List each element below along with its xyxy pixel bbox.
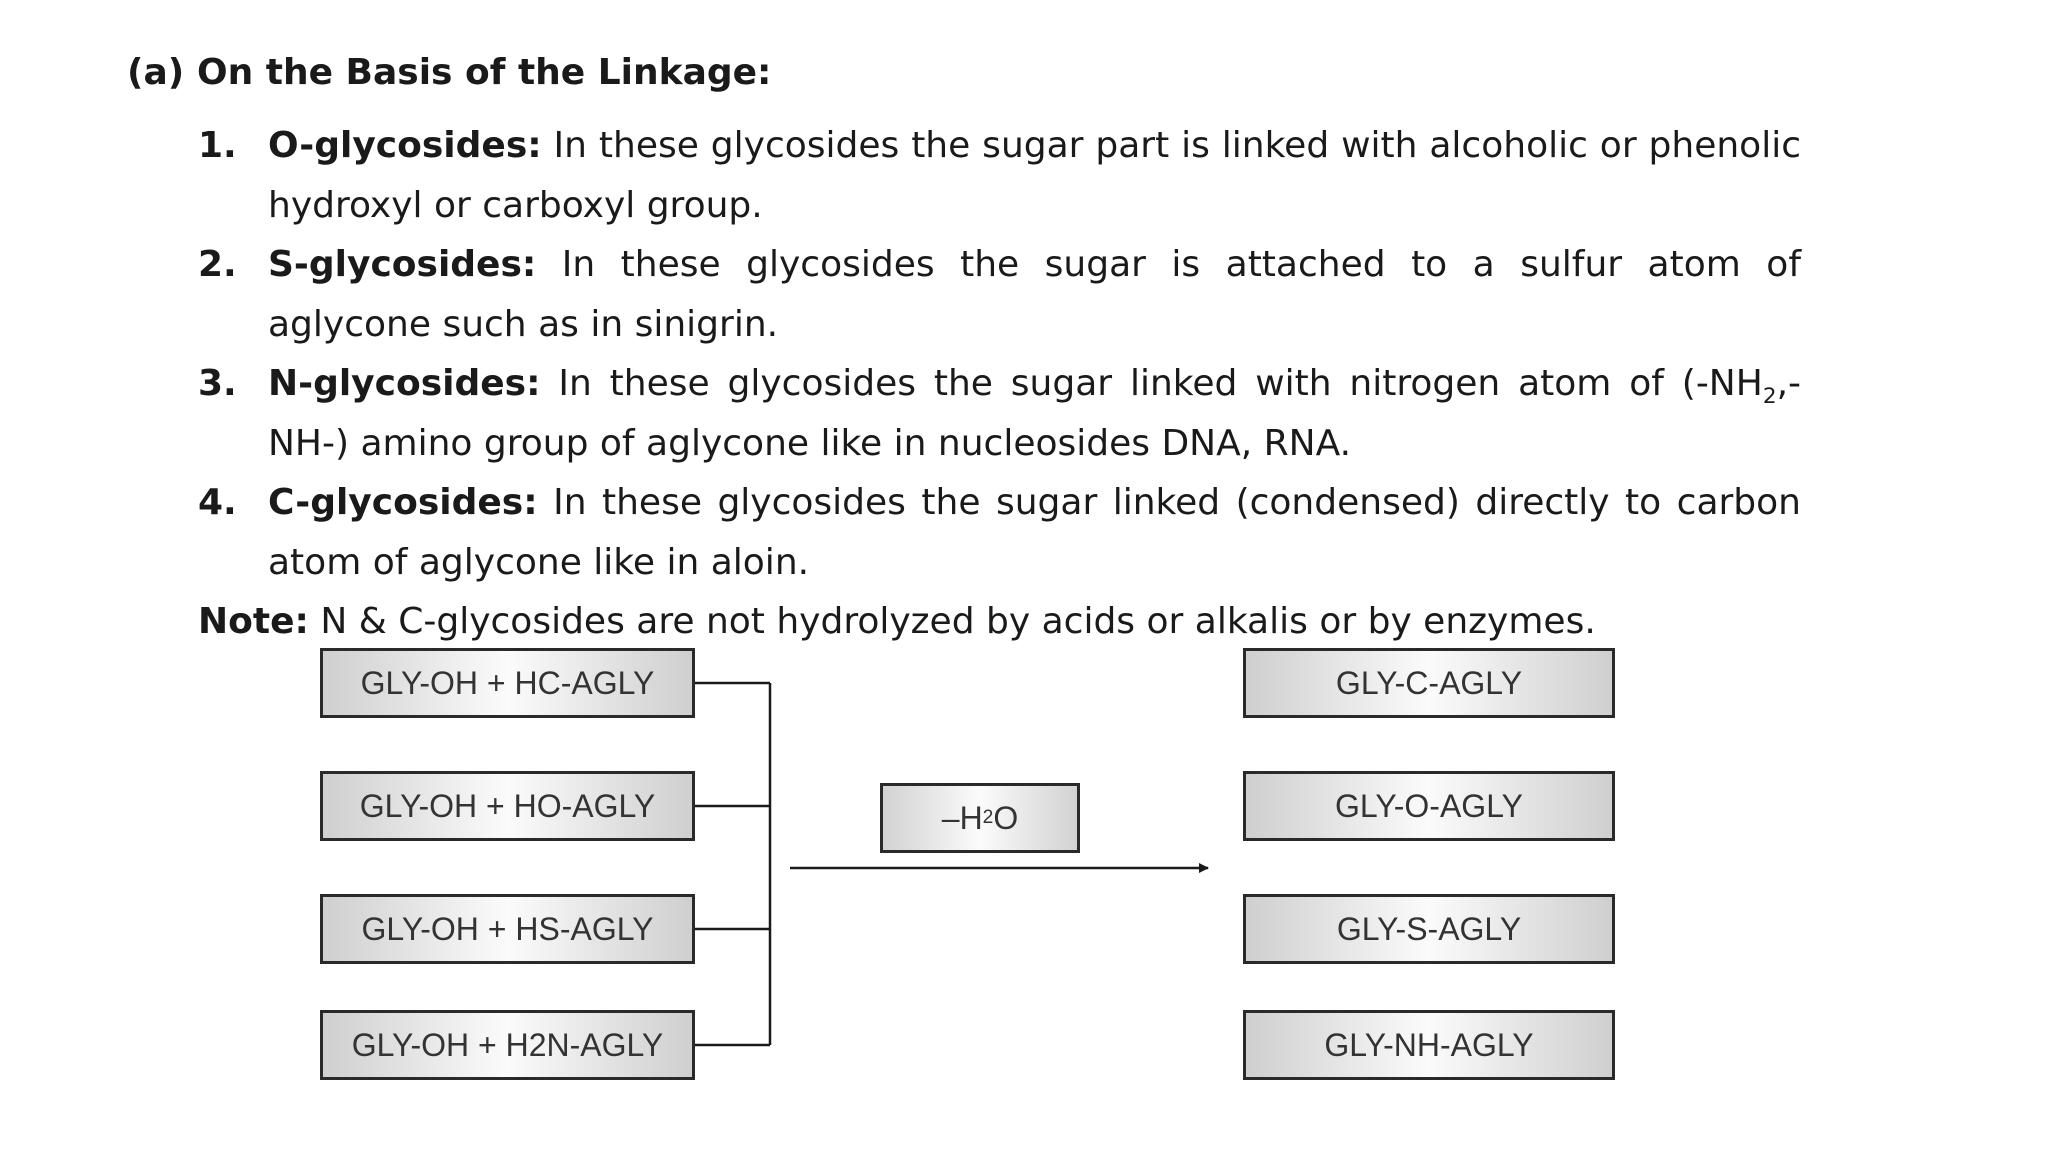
condition-suffix: O <box>993 799 1019 836</box>
condition-prefix: –H <box>941 799 983 836</box>
product-box: GLY-O-AGLY <box>1243 771 1615 841</box>
list-item-term: C-glycosides: <box>268 482 538 523</box>
list-item-number: 3. <box>198 363 237 404</box>
list-item-description: In these glycosides the sugar linked (condensed) directly to carbon atom of aglycone like in aloin. <box>268 482 1801 583</box>
list-item-number: 2. <box>198 244 237 285</box>
reactant-box: GLY-OH + H2N-AGLY <box>320 1010 695 1080</box>
product-box: GLY-NH-AGLY <box>1243 1010 1615 1080</box>
reactant-box: GLY-OH + HS-AGLY <box>320 894 695 964</box>
reaction-condition: –H 2 O <box>880 783 1080 853</box>
reactant-box: GLY-OH + HO-AGLY <box>320 771 695 841</box>
product-box: GLY-C-AGLY <box>1243 648 1615 718</box>
list-item-description-cont: ,-NH-) amino group of aglycone like in nucleosides DNA, RNA. <box>268 363 1801 464</box>
note-text: N & C-glycosides are not hydrolyzed by acids or alkalis or by enzymes. <box>308 601 1596 642</box>
list-item-term: N-glycosides: <box>268 363 541 404</box>
list-item-term: S-glycosides: <box>268 244 537 285</box>
list-item-number: 1. <box>198 125 237 166</box>
section-title: On the Basis of the Linkage: <box>197 52 772 93</box>
list-item-description: In these glycosides the sugar is attached to a sulfur atom of aglycone such as in sinigrin. <box>268 244 1801 345</box>
list-item-term: O-glycosides: <box>268 125 542 166</box>
reactant-box: GLY-OH + HC-AGLY <box>320 648 695 718</box>
list-item-description: In these glycosides the sugar part is linked with alcoholic or phenolic hydroxyl or carboxyl group. <box>268 125 1801 226</box>
list-item-number: 4. <box>198 482 237 523</box>
product-box: GLY-S-AGLY <box>1243 894 1615 964</box>
section-marker: (a) <box>127 52 185 93</box>
list-item-description: In these glycosides the sugar linked with nitrogen atom of (-NH <box>540 363 1763 404</box>
note-label: Note: <box>198 601 309 642</box>
subscript: 2 <box>1762 384 1777 410</box>
